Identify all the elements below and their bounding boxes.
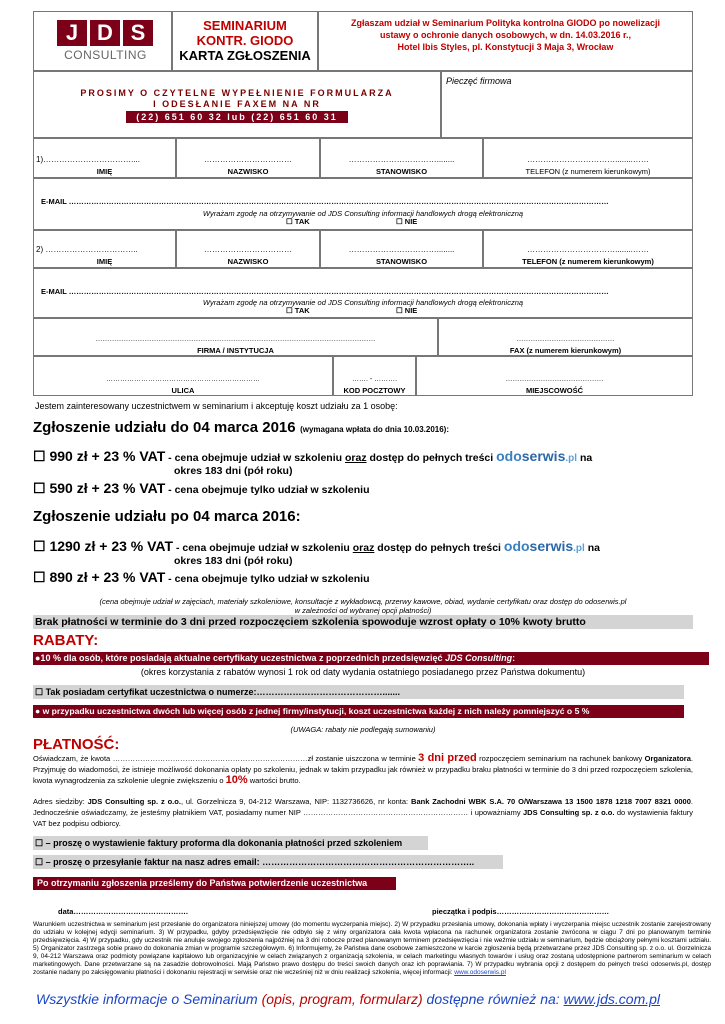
- logo-letter-j: J: [57, 20, 87, 46]
- p2-consent-yes[interactable]: ☐ TAK: [286, 306, 310, 315]
- postcode-dots: ……. - ……….: [351, 376, 398, 383]
- early-option-2[interactable]: [33, 480, 369, 498]
- footer-note: [36, 991, 660, 1007]
- payment-p1a: Oświadczam, że kwota ……………………………………………………………………zł zostanie uiszczona w terminie: [33, 754, 419, 763]
- street-cell[interactable]: [33, 356, 333, 396]
- instruction-line-2: I ODESŁANIE FAXEM NA NR: [153, 99, 321, 109]
- discount-bar-1-end: :: [512, 653, 516, 663]
- late-o2-desc: - cena obejmuje tylko udział w szkoleniu: [165, 573, 370, 585]
- late-o1-oraz: oraz: [352, 542, 375, 554]
- p2-name-dots: 2) ……………………………..: [36, 245, 138, 254]
- brand-odo-2: odo: [503, 538, 530, 554]
- brand-serwis-2: serwis: [529, 538, 574, 554]
- early-o1-price: ☐ 990 zł + 23 % VAT: [33, 448, 166, 464]
- late-o1-desc2: dostęp do pełnych treści: [374, 542, 504, 554]
- rabaty-title: RABATY:: [33, 632, 99, 649]
- stamp-label: Pieczęć firmowa: [446, 76, 512, 86]
- p1-name-dots: 1)……………………………....: [36, 155, 141, 164]
- p1-phone-dots: ……………………………........……: [527, 155, 649, 164]
- city-dots: ……………………………………: [505, 376, 604, 383]
- p2-position-cell[interactable]: [320, 230, 483, 268]
- early-o1-line2: okres 183 dni (pół roku): [174, 465, 293, 477]
- event-line-1: Zgłaszam udział w Seminarium Polityka kontrolna GIODO po nowelizacji: [350, 18, 661, 28]
- p2-first-name-cell[interactable]: [33, 230, 176, 268]
- fax-dots: ……………………………………: [516, 336, 615, 343]
- logo-cell: [33, 11, 172, 71]
- company-label: FIRMA / INSTYTUCJA: [197, 346, 274, 355]
- p1-consent-no[interactable]: ☐ NIE: [396, 217, 418, 226]
- late-payment-warning: Brak płatności w terminie do 3 dni przed rozpoczęciem szkolenia spowoduje wzrost opłaty o 10% kwoty brutto: [33, 615, 693, 629]
- footer-c: dostępne również na:: [422, 991, 564, 1007]
- payment-p1e: . Przyjmuję do wiadomości, że istnieje możliwość dokonania opłaty po szkoleniu, jednak w takim przypadku jak również w przypadku braku płatności w terminie do 3 dni przed rozpoczęciem szkolenia, kwota wynagrodzenia za szkolenie ulegnie zwiększeniu o: [33, 754, 693, 785]
- proforma-checkbox[interactable]: ☐ – proszę o wystawienie faktury proforma dla dokonania płatności przed szkoleniem: [33, 836, 428, 850]
- p1-first-name-cell[interactable]: [33, 138, 176, 178]
- p2-last-name-cell[interactable]: [176, 230, 320, 268]
- title-cell: [172, 11, 318, 71]
- instruction-line-1: PROSIMY O CZYTELNE WYPEŁNIENIE FORMULARZA: [80, 88, 394, 98]
- p2-phone-cell[interactable]: [483, 230, 693, 268]
- payment-p1d: Organizatora: [644, 754, 691, 763]
- postcode-cell[interactable]: [333, 356, 416, 396]
- discount-bar-1: [33, 652, 709, 665]
- payment-p2c: , ul. Gorzelnicza 9, 04-212 Warszawa, NIP: 1132736626, nr konta:: [180, 797, 412, 806]
- p1-phone-cell[interactable]: [483, 138, 693, 178]
- bank-account: Bank Zachodni WBK S.A. 70 O/Warszawa 13 1500 1878 1218 7007 8321 0000: [411, 797, 691, 806]
- title-giodo: KONTR. GIODO: [196, 33, 294, 48]
- discount-note-1: (okres korzystania z rabatów wynosi 1 rok od daty wydania ostatniego posiadanego przez Państwa dokumentu): [140, 667, 586, 677]
- odoserwis-logo-2: [504, 538, 585, 554]
- early-o1-na: na: [577, 452, 593, 464]
- payment-p2a: Adres siedziby:: [33, 797, 88, 806]
- p1-position-dots: ……………………………........: [348, 155, 455, 164]
- early-o2-price: ☐ 590 zł + 23 % VAT: [33, 480, 166, 496]
- terms-text: [33, 921, 711, 977]
- discount-bar-1-text: ●10 % dla osób, które posiadają aktualne certyfikaty uczestnictwa z poprzednich przedsięwzięć: [35, 653, 446, 663]
- p2-phone-dots: ……………………………........……: [527, 245, 649, 254]
- company-dots: …………………………………………………………………………………………………………: [95, 336, 376, 343]
- payment-p2g: do wystawienia faktury VAT bez podpisu odbiorcy.: [33, 808, 693, 828]
- payment-title: PŁATNOŚĆ:: [33, 736, 120, 753]
- brand-pl: .pl: [565, 453, 578, 464]
- brand-odo: odo: [496, 448, 522, 464]
- logo-letter-s: S: [123, 20, 153, 46]
- logo-letter-d: D: [90, 20, 120, 46]
- p1-consent-yes[interactable]: ☐ TAK: [286, 217, 310, 226]
- instructions-cell: [33, 71, 441, 138]
- company-cell[interactable]: [33, 318, 438, 356]
- p1-position-cell[interactable]: [320, 138, 483, 178]
- late-option-2[interactable]: [33, 569, 369, 587]
- early-o1-desc: - cena obejmuje udział w szkoleniu: [165, 452, 345, 464]
- postcode-label: KOD POCZTOWY: [343, 386, 406, 395]
- street-label: ULICA: [171, 386, 195, 395]
- early-o2-desc: - cena obejmuje tylko udział w szkoleniu: [165, 484, 370, 496]
- payment-paragraph-2: [33, 796, 693, 829]
- fax-numbers: (22) 651 60 32 lub (22) 651 60 31: [126, 111, 348, 123]
- p1-lastname-dots: ……………………………: [204, 155, 292, 164]
- late-o1-line2: okres 183 dni (pół roku): [174, 555, 293, 567]
- early-req: (wymagana wpłata do dnia 10.03.2016):: [300, 425, 450, 434]
- fax-label: FAX (z numerem kierunkowym): [509, 346, 622, 355]
- p2-position-dots: ……………………………........: [348, 245, 455, 254]
- payment-p2f: JDS Consulting sp. z o.o.: [523, 808, 615, 817]
- odoserwis-logo: [496, 448, 577, 464]
- street-dots: …………………………………………………………: [106, 376, 260, 383]
- odoserwis-link[interactable]: www.odoserwis.pl: [454, 969, 506, 976]
- early-o1-oraz: oraz: [344, 452, 367, 464]
- fax-cell[interactable]: [438, 318, 693, 356]
- brand-serwis: serwis: [521, 448, 566, 464]
- p2-telefon-label: TELEFON (z numerem kierunkowym): [522, 257, 654, 266]
- signature-field[interactable]: pieczątka i podpis………………………………………: [432, 907, 610, 916]
- brand-pl-2: .pl: [573, 543, 585, 554]
- certificate-checkbox[interactable]: ☐ Tak posiadam certyfikat uczestnictwa o numerze:…………………………………….......: [33, 685, 684, 699]
- late-o1-desc: - cena obejmuje udział w szkoleniu: [173, 542, 353, 554]
- payment-paragraph-1: [33, 753, 693, 786]
- p2-stanowisko-label: STANOWISKO: [375, 257, 428, 266]
- footer-b: (opis, program, formularz): [261, 991, 423, 1007]
- jds-website-link[interactable]: www.jds.com.pl: [563, 991, 661, 1007]
- p2-email-field[interactable]: E-MAIL ………………………………………………………………………………………………………………………………………………………………………………………………: [41, 287, 609, 296]
- title-seminarium: SEMINARIUM: [203, 18, 287, 33]
- p1-imie-label: IMIĘ: [96, 167, 113, 176]
- payment-deadline: 3 dni przed: [418, 752, 477, 764]
- date-field[interactable]: data……………………………………….: [58, 907, 189, 916]
- logo-word: CONSULTING: [64, 48, 147, 62]
- early-option-1[interactable]: [33, 448, 592, 467]
- discount-bar-2: ● w przypadku uczestnictwa dwóch lub więcej osób z jednej firmy/instytucji, koszt uczestnictwa każdej z nich należy pomniejszyć o 5 %: [33, 705, 684, 718]
- p1-email-field[interactable]: E-MAIL ………………………………………………………………………………………………………………………………………………………………………………………………: [41, 197, 609, 206]
- late-option-1[interactable]: [33, 538, 600, 557]
- intro-text: Jestem zainteresowany uczestnictwem w seminarium i akceptuję koszt udziału za 1 osobę:: [35, 401, 398, 411]
- title-karta: KARTA ZGŁOSZENIA: [179, 48, 311, 63]
- p1-nazwisko-label: NAZWISKO: [227, 167, 269, 176]
- early-heading: [33, 419, 449, 437]
- city-cell[interactable]: [416, 356, 693, 396]
- p1-telefon-label: TELEFON (z numerem kierunkowym): [525, 167, 651, 176]
- late-o1-na: na: [584, 542, 600, 554]
- late-o2-price: ☐ 890 zł + 23 % VAT: [33, 569, 166, 585]
- p1-consent-text: Wyrażam zgodę na otrzymywanie od JDS Consulting informacji handlowych drogą elektroniczną: [202, 209, 524, 218]
- event-cell: [318, 11, 693, 71]
- price-note-2: w zależności od wybranej opcji płatności): [294, 606, 432, 615]
- discount-bar-1-brand: JDS Consulting: [445, 653, 513, 663]
- event-line-3: Hotel Ibis Styles, pl. Konstytucji 3 Maja 3, Wrocław: [397, 42, 614, 52]
- city-label: MIEJSCOWOŚĆ: [525, 386, 584, 395]
- discount-note-2: (UWAGA: rabaty nie podlegają sumowaniu): [290, 725, 436, 734]
- payment-p1c: rozpoczęciem seminarium na rachunek bankowy: [476, 754, 645, 763]
- footer-a: Wszystkie informacje o Seminarium: [36, 991, 262, 1007]
- p1-email-cell[interactable]: [33, 178, 693, 230]
- p2-email-cell[interactable]: [33, 268, 693, 318]
- payment-surcharge: 10%: [225, 774, 248, 786]
- early-o1-desc2: dostęp do pełnych treści: [366, 452, 497, 464]
- payment-p2b: JDS Consulting sp. z o.o.: [87, 797, 181, 806]
- late-o1-price: ☐ 1290 zł + 23 % VAT: [33, 538, 174, 554]
- p2-nazwisko-label: NAZWISKO: [227, 257, 269, 266]
- jds-logo: [57, 20, 154, 64]
- payment-p1g: wartości brutto.: [247, 776, 301, 785]
- late-heading: Zgłoszenie udziału po 04 marca 2016:: [33, 508, 301, 525]
- early-heading-text: Zgłoszenie udziału do 04 marca 2016: [33, 419, 296, 436]
- p2-consent-text: Wyrażam zgodę na otrzymywanie od JDS Consulting informacji handlowych drogą elektroniczną: [202, 298, 524, 307]
- event-line-2: ustawy o ochronie danych osobowych, w dn. 14.03.2016 r.,: [379, 30, 632, 40]
- p1-last-name-cell[interactable]: [176, 138, 320, 178]
- terms-body: Warunkiem uczestnictwa w seminarium jest przesłanie do organizatora niniejszej umowy (do momentu wyczerpania miejsc). 2) W przypadku przesłania umowy, dokonania wpłaty i wyczerpania miejsc uczestnik zostanie zarejestrowany do udziału w kolejnej edycji seminarium. 3) W przypadku, gdyby przedsięwzięcie nie odbyło się z winy organizatora cała kwota wpłacona na rachunek organizatora zostanie zwrócona w ciągu 7 dni po planowanym terminie przedsięwzięcia. 4) W przypadku, gdy uczestnik nie anuluje swojego zgłoszenia najpóźniej na 3 dni robocze przed planowanym terminem przedsięwzięcia i nie weźmie udziału w seminarium, będzie obciążony pełnymi kosztami udziału. 5) Organizator zastrzega sobie prawo do dokonania zmian w programie szczegółowym. 6) Informujemy, że Państwa dane osobowe zamieszczone w karcie zgłoszenia będą przetwarzane przez JDS Consulting sp. z o.o. ul. Gorzelnicza 9, 04-212 Warszawa oraz podmioty powiązane kapitałowo lub organizacyjnie w celach związanych z organizacją szkolenia, w celach marketingu własnych towarów i usług oraz zostaną udostępnione partnerom seminarium w celach marketingowych. Dane przetwarzane są na zasadzie dobrowolności. Mają Państwo prawo dostępu do treści swoich danych oraz ich poprawiania. 7) W przypadku wybrania opcji z dostępem do pełnych treści odoserwis.pl, dostęp zostanie nadany po zaksięgowaniu płatności i dokonaniu rejestracji w serwisie oraz nie wcześniej niż w dniu realizacji szkolenia, więcej informacji:: [33, 921, 711, 976]
- confirmation-bar: Po otrzymaniu zgłoszenia prześlemy do Państwa potwierdzenie uczestnictwa: [33, 877, 396, 890]
- p2-lastname-dots: ……………………………: [204, 245, 292, 254]
- p2-consent-no[interactable]: ☐ NIE: [396, 306, 418, 315]
- p1-stanowisko-label: STANOWISKO: [375, 167, 428, 176]
- stamp-cell: [441, 71, 693, 138]
- price-note-1: (cena obejmuje udział w zajęciach, materiały szkoleniowe, konsultacje z wykładowcą, przerwy kawowe, obiad, wydanie certyfikatu oraz dostęp do odoserwis.pl: [99, 597, 627, 606]
- p2-imie-label: IMIĘ: [96, 257, 113, 266]
- email-invoice-checkbox[interactable]: ☐ – proszę o przesyłanie faktur na nasz adres email: ……………………………………………………………..: [33, 855, 503, 869]
- payment-p2e: . Jednocześnie oświadczamy, że jesteśmy płatnikiem VAT, posiadamy numer NIP ………………………………………………………… i upoważniamy: [33, 797, 693, 817]
